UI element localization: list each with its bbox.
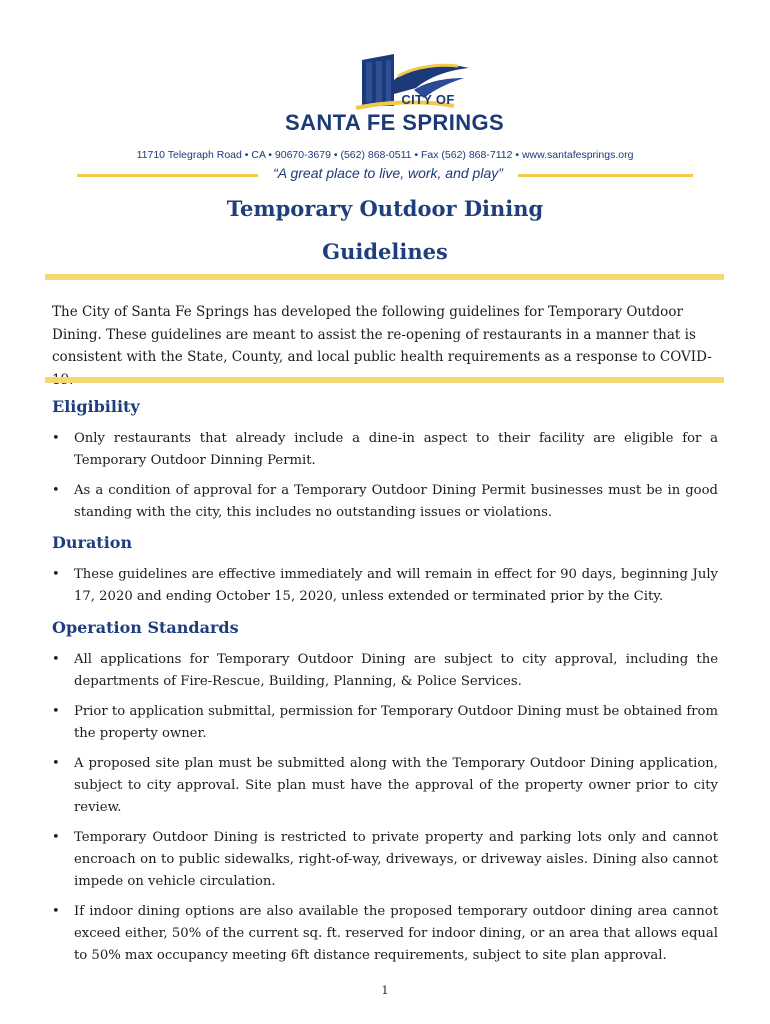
letterhead-city-of: CITY OF bbox=[401, 92, 455, 107]
list-item: • Prior to application submittal, permission for Temporary Outdoor Dining must be obtained from the property owner. bbox=[52, 701, 718, 745]
heading-operation-standards: Operation Standards bbox=[52, 618, 239, 637]
letterhead-tagline: “A great place to live, work, and play” bbox=[273, 165, 503, 181]
bullet-icon: • bbox=[52, 704, 60, 719]
document-title-line2: Guidelines bbox=[322, 239, 448, 264]
list-item: • If indoor dining options are also available the proposed temporary outdoor dining area cannot exceed either, 50% of the current sq. ft. reserved for indoor dining, or an area that allows equal to 50% max occupancy meeting 6ft distance requirements, subject to site plan approval. bbox=[52, 901, 718, 967]
intro-paragraph: The City of Santa Fe Springs has developed the following guidelines for Temporary Outdoor Dining. These guidelines are meant to assist the re-opening of restaurants in a manner that is consistent with the State, County, and local public health requirements as a response to COVID- bbox=[52, 304, 712, 365]
bullet-icon: • bbox=[52, 904, 60, 919]
bullet-icon: • bbox=[52, 567, 60, 582]
bullet-icon: • bbox=[52, 431, 60, 446]
bullet-icon: • bbox=[52, 483, 60, 498]
document-title-line1: Temporary Outdoor Dining bbox=[226, 196, 544, 221]
page-number: 1 bbox=[381, 984, 389, 997]
eligibility-list bbox=[52, 428, 718, 532]
bullet-icon: • bbox=[52, 830, 60, 845]
list-item: • Temporary Outdoor Dining is restricted to private property and parking lots only and cannot encroach on to public sidewalks, right-of-way, driveways, or driveway aisles. Dining also cannot impede on vehicle circulation. bbox=[52, 827, 718, 893]
letterhead-rule-right bbox=[518, 174, 693, 177]
list-item: • As a condition of approval for a Temporary Outdoor Dining Permit businesses must be in good standing with the city, this includes no outstanding issues or violations. bbox=[52, 480, 718, 524]
heading-eligibility: Eligibility bbox=[52, 397, 140, 416]
letterhead-address: 11710 Telegraph Road • CA • 90670-3679 • (562) 868-0511 • Fax (562) 868-7112 • www.santafesprings.org bbox=[136, 149, 634, 161]
letterhead-city-name: SANTA FE SPRINGS bbox=[285, 110, 505, 135]
title-divider bbox=[45, 274, 724, 280]
list-item: • All applications for Temporary Outdoor Dining are subject to city approval, including the departments of Fire-Rescue, Building, Planning, & Police Services. bbox=[52, 649, 718, 693]
operation-standards-list bbox=[52, 649, 718, 975]
list-item: • These guidelines are effective immediately and will remain in effect for 90 days, beginning July 17, 2020 and ending October 15, 2020, unless extended or terminated prior by the City. bbox=[52, 564, 718, 608]
heading-duration: Duration bbox=[52, 533, 133, 552]
list-item: • A proposed site plan must be submitted along with the Temporary Outdoor Dining application, subject to city approval. Site plan must have the approval of the property owner prior to city review. bbox=[52, 753, 718, 819]
letterhead-rule-left bbox=[77, 174, 258, 177]
bullet-icon: • bbox=[52, 756, 60, 771]
intro-divider bbox=[45, 377, 724, 383]
duration-list bbox=[52, 564, 718, 616]
list-item: • Only restaurants that already include a dine-in aspect to their facility are eligible for a Temporary Outdoor Dinning Permit. bbox=[52, 428, 718, 472]
bullet-icon: • bbox=[52, 652, 60, 667]
